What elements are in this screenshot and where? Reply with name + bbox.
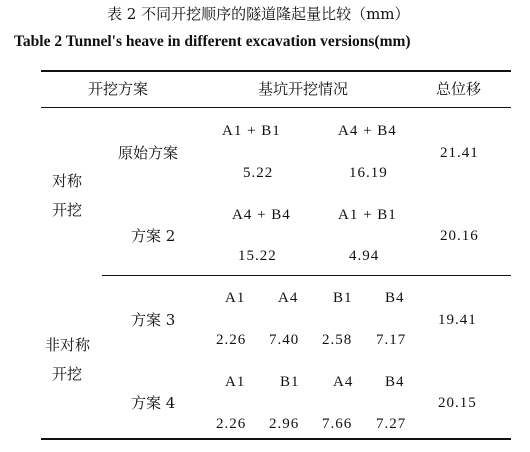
value-cell: 4.94 [349, 248, 380, 264]
value-cell: 7.17 [376, 332, 407, 348]
table-title-cn: 表 2 不同开挖顺序的隧道隆起量比较（mm） [107, 5, 410, 23]
row-name: 方案 3 [131, 311, 176, 329]
pit-cell: A4 [333, 374, 354, 390]
table-title-en: Table 2 Tunnel's heave in different excavation versions(mm) [14, 33, 411, 50]
value-cell: 7.40 [269, 332, 300, 348]
pit-cell: A4 + B4 [232, 207, 291, 223]
value-cell: 5.22 [243, 165, 274, 181]
value-cell: 16.19 [349, 165, 388, 181]
pit-cell: A1 [225, 290, 246, 306]
bottom-rule [41, 438, 511, 440]
header-scheme: 开挖方案 [88, 80, 149, 98]
group-asymmetric-line1: 非对称 [45, 336, 91, 354]
pit-cell: A4 + B4 [338, 123, 397, 139]
group-separator-rule [102, 275, 511, 276]
group-asymmetric-line2: 开挖 [52, 365, 83, 383]
total-cell: 19.41 [438, 312, 477, 328]
value-cell: 7.27 [376, 416, 407, 432]
value-cell: 7.66 [322, 416, 353, 432]
pit-cell: A4 [278, 290, 299, 306]
top-rule [41, 70, 511, 72]
pit-cell: B1 [333, 290, 353, 306]
pit-cell: A1 + B1 [222, 123, 281, 139]
value-cell: 15.22 [238, 248, 277, 264]
row-name: 方案 4 [131, 394, 176, 412]
group-symmetric-line2: 开挖 [52, 201, 83, 219]
row-name: 原始方案 [118, 144, 179, 162]
group-symmetric-line1: 对称 [52, 172, 83, 190]
value-cell: 2.26 [216, 416, 247, 432]
row-name: 方案 2 [131, 227, 176, 245]
pit-cell: A1 [225, 374, 246, 390]
header-rule [41, 107, 511, 108]
pit-cell: B1 [280, 374, 300, 390]
pit-cell: A1 + B1 [338, 207, 397, 223]
total-cell: 20.15 [438, 395, 477, 411]
value-cell: 2.96 [269, 416, 300, 432]
value-cell: 2.26 [216, 332, 247, 348]
value-cell: 2.58 [322, 332, 353, 348]
total-cell: 21.41 [440, 145, 479, 161]
header-excavation: 基坑开挖情况 [258, 80, 349, 98]
total-cell: 20.16 [440, 228, 479, 244]
pit-cell: B4 [385, 374, 405, 390]
header-displacement: 总位移 [436, 80, 482, 98]
pit-cell: B4 [385, 290, 405, 306]
